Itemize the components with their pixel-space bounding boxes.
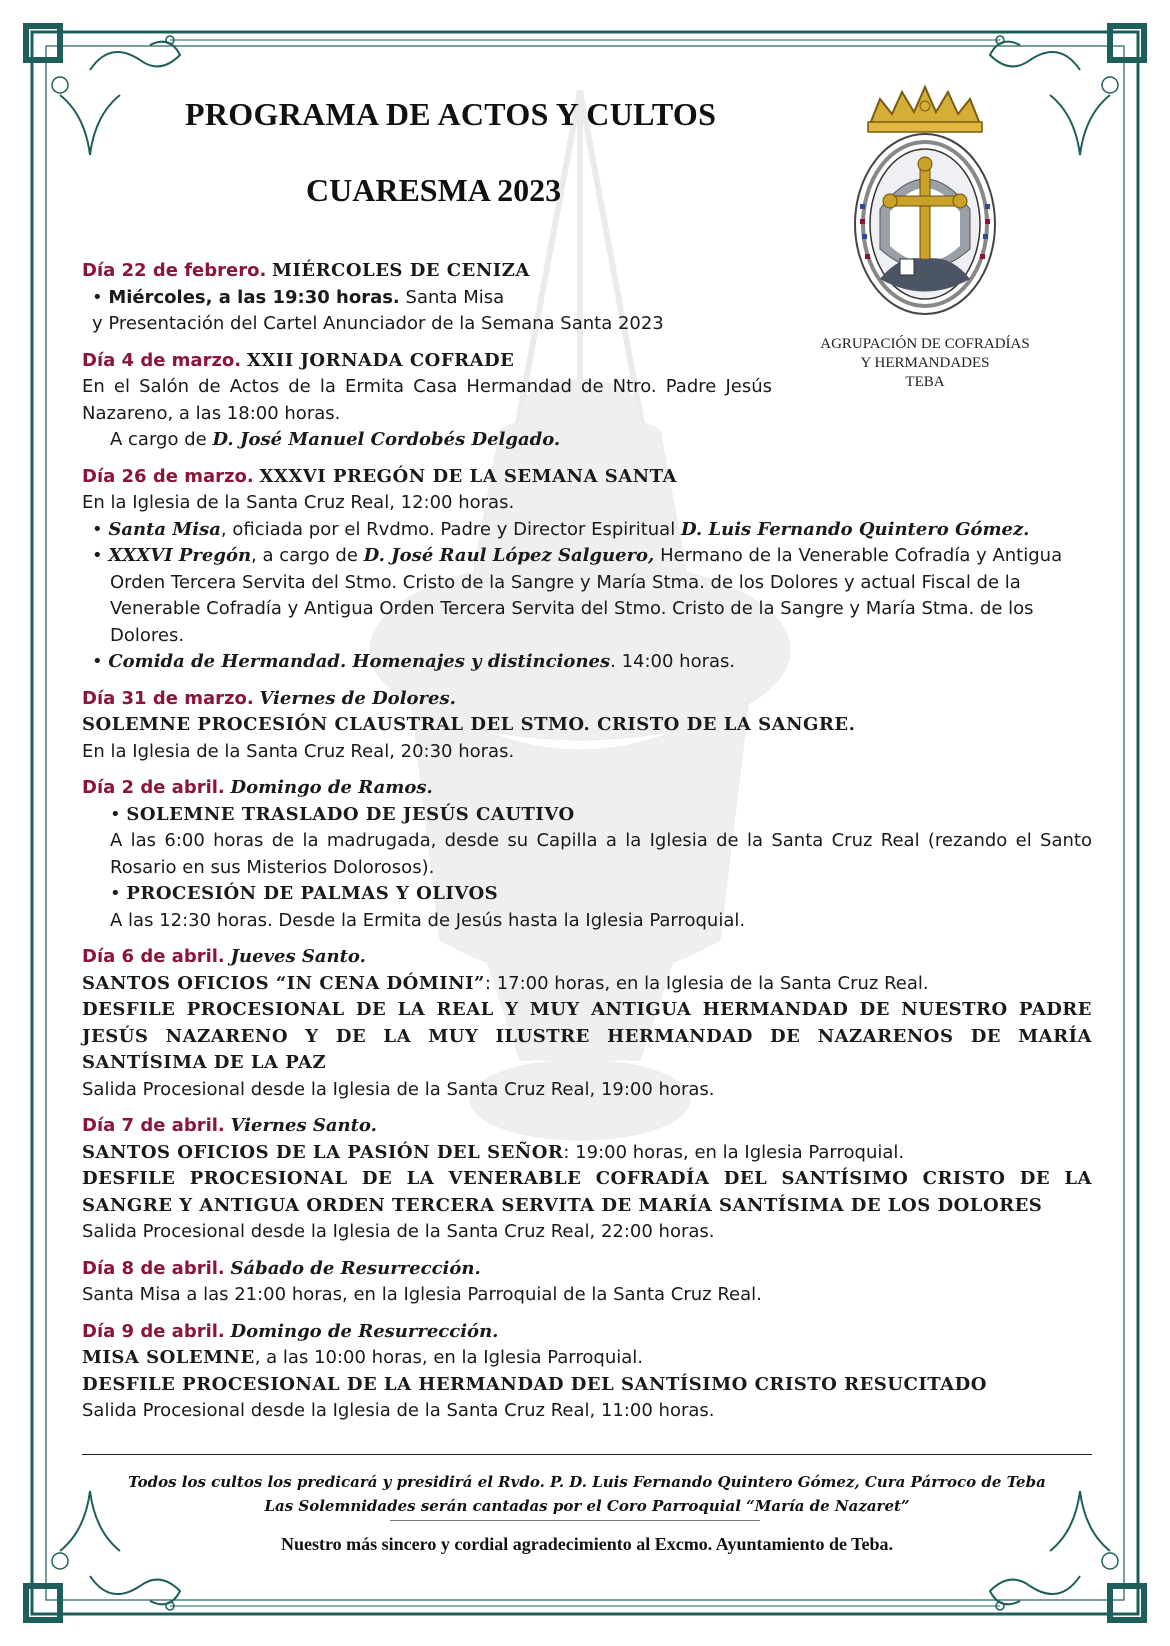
program-content bbox=[82, 258, 1092, 1435]
organization-name: AGRUPACIÓN DE COFRADÍAS Y HERMANDADES TEBA bbox=[820, 336, 1030, 390]
footer-divider bbox=[82, 1454, 1092, 1455]
section-title: SOLEMNE PROCESIÓN CLAUSTRAL DEL STMO. CRISTO DE LA SANGRE. bbox=[82, 714, 856, 735]
section-title: XXXVI PREGÓN DE LA SEMANA SANTA bbox=[259, 465, 678, 487]
section-date: Día 26 de marzo. bbox=[82, 465, 254, 487]
list-item: • Santa Misa, oficiada por el Rvdmo. Padre y Director Espiritual D. Luis Fernando Quintero Gómez. bbox=[92, 518, 1030, 540]
section-subtitle: Sábado de Resurrección. bbox=[230, 1257, 481, 1279]
footer-notes: Todos los cultos los predicará y presidirá el Rvdo. P. D. Luis Fernando Quintero Gómez, Cura Párroco de Teba Las Solemnidades serán cantadas por el Coro Parroquial “María de Nazaret” bbox=[128, 1473, 1046, 1515]
section-date: Día 31 de marzo. bbox=[82, 687, 254, 709]
section-date: Día 22 de febrero. bbox=[82, 260, 267, 281]
section-title: MIÉRCOLES DE CENIZA bbox=[272, 260, 530, 281]
section-date: Día 9 de abril. bbox=[82, 1320, 225, 1342]
list-item: • Miércoles, a las 19:30 horas. Santa Misa bbox=[92, 286, 505, 308]
section-apr-7: Día 7 de abril. Viernes Santo. SANTOS OFICIOS DE LA PASIÓN DEL SEÑOR: 19:00 horas, en la Iglesia Parroquial. DESFILE PROCESIONAL DE LA VENERABLE COFRADÍA DEL SANTÍSIMO CRISTO DE LA SANGRE Y ANTIGUA ORDEN TERCERA SERVITA DE MARÍA SANTÍSIMA DE LOS DOLORES Salida Procesional desde la Iglesia de la Santa Cruz Real, 22:00 horas. bbox=[82, 1115, 1092, 1242]
section-date: Día 8 de abril. bbox=[82, 1257, 225, 1279]
section-subtitle: Domingo de Ramos. bbox=[230, 777, 433, 798]
page-title: PROGRAMA DE ACTOS Y CULTOS bbox=[185, 96, 717, 132]
section-apr-9: Día 9 de abril. Domingo de Resurrección. MISA SOLEMNE, a las 10:00 horas, en la Iglesia Parroquial. DESFILE PROCESIONAL DE LA HERMANDAD DEL SANTÍSIMO CRISTO RESUCITADO Salida Procesional desde la Iglesia de la Santa Cruz Real, 11:00 horas. bbox=[82, 1320, 987, 1421]
section-date: Día 4 de marzo. bbox=[82, 349, 242, 371]
section-date: Día 2 de abril. bbox=[82, 777, 225, 798]
page-subtitle: CUARESMA 2023 bbox=[306, 172, 562, 208]
list-item: • Comida de Hermandad. Homenajes y distinciones. 14:00 horas. bbox=[92, 651, 736, 672]
section-date: Día 6 de abril. bbox=[82, 946, 225, 967]
section-apr-6: Día 6 de abril. Jueves Santo. SANTOS OFICIOS “IN CENA DÓMINI”: 17:00 horas, en la Iglesia de la Santa Cruz Real. DESFILE PROCESIONAL DE LA REAL Y MUY ANTIGUA HERMANDAD DE NUESTRO PADRE JESÚS NAZARENO Y DE LA MUY ILUSTRE HERMANDAD DE NAZARENOS DE MARÍA SANTÍSIMA DE LA PAZ Salida Procesional desde la Iglesia de la Santa Cruz Real, 19:00 horas. bbox=[82, 946, 1092, 1100]
section-subtitle: Jueves Santo. bbox=[230, 946, 366, 967]
section-apr-8: Día 8 de abril. Sábado de Resurrección. Santa Misa a las 21:00 horas, en la Iglesia Parroquial de la Santa Cruz Real. bbox=[82, 1257, 762, 1305]
section-subtitle: Viernes de Dolores. bbox=[259, 687, 456, 709]
footer-divider-short bbox=[390, 1520, 760, 1521]
section-date: Día 7 de abril. bbox=[82, 1115, 225, 1136]
section-feb-22: Día 22 de febrero. MIÉRCOLES DE CENIZA • Miércoles, a las 19:30 horas. Santa Misa y Presentación del Cartel Anunciador de la Semana Santa 2023 bbox=[82, 258, 1092, 338]
section-title: XXII JORNADA COFRADE bbox=[246, 349, 515, 371]
section-mar-31: Día 31 de marzo. Viernes de Dolores. SOLEMNE PROCESIÓN CLAUSTRAL DEL STMO. CRISTO DE LA SANGRE. En la Iglesia de la Santa Cruz Real, 20:30 horas. bbox=[82, 686, 1092, 766]
footer-thanks: Nuestro más sincero y cordial agradecimiento al Excmo. Ayuntamiento de Teba. bbox=[281, 1534, 893, 1554]
section-subtitle: Viernes Santo. bbox=[230, 1115, 377, 1136]
list-item: • SOLEMNE TRASLADO DE JESÚS CAUTIVO bbox=[110, 803, 575, 825]
section-mar-4: Día 4 de marzo. XXII JORNADA COFRADE En el Salón de Actos de la Ermita Casa Hermandad de Ntro. Padre Jesús Nazareno, a las 18:00 horas. A cargo de D. José Manuel Cordobés Delgado. bbox=[82, 349, 772, 450]
section-apr-2: Día 2 de abril. Domingo de Ramos. • SOLEMNE TRASLADO DE JESÚS CAUTIVO A las 6:00 horas de la madrugada, desde su Capilla a la Iglesia de la Santa Cruz Real (rezando el Santo Rosario en sus Misterios Dolorosos). • PROCESIÓN DE PALMAS Y OLIVOS A las 12:30 horas. Desde la Ermita de Jesús hasta la Iglesia Parroquial. bbox=[82, 777, 1092, 931]
list-item: • PROCESIÓN DE PALMAS Y OLIVOS bbox=[110, 883, 499, 904]
section-mar-26: Día 26 de marzo. XXXVI PREGÓN DE LA SEMANA SANTA En la Iglesia de la Santa Cruz Real, 12:00 horas. • Santa Misa, oficiada por el Rvdmo. Padre y Director Espiritual D. Luis Fernando Quintero Gómez. • XXXVI Pregón, a cargo de D. José Raul López Salguero, Hermano de la Venerable Cofradía y Antigua Orden Tercera Servita del Stmo. Cristo de la Sangre y María Stma. de los Dolores y actual Fiscal de la Venerable Cofradía y Antigua Orden Tercera Servita del Stmo. Cristo de la Sangre y María Stma. de los Dolores. • Comida de Hermandad. Homenajes y distinciones. 14:00 horas. bbox=[82, 464, 1092, 676]
list-item: • XXXVI Pregón, a cargo de D. José Raul López Salguero, Hermano de la Venerable Cofradía y Antigua Orden Tercera Servita del Stmo. Cristo de la Sangre y María Stma. de los Dolores y actual Fiscal de la Venerable Cofradía y Antigua Orden Tercera Servita del Stmo. Cristo de la Sangre y María Stma. de los Dolores. bbox=[92, 545, 1063, 646]
section-subtitle: Domingo de Resurrección. bbox=[230, 1320, 499, 1342]
